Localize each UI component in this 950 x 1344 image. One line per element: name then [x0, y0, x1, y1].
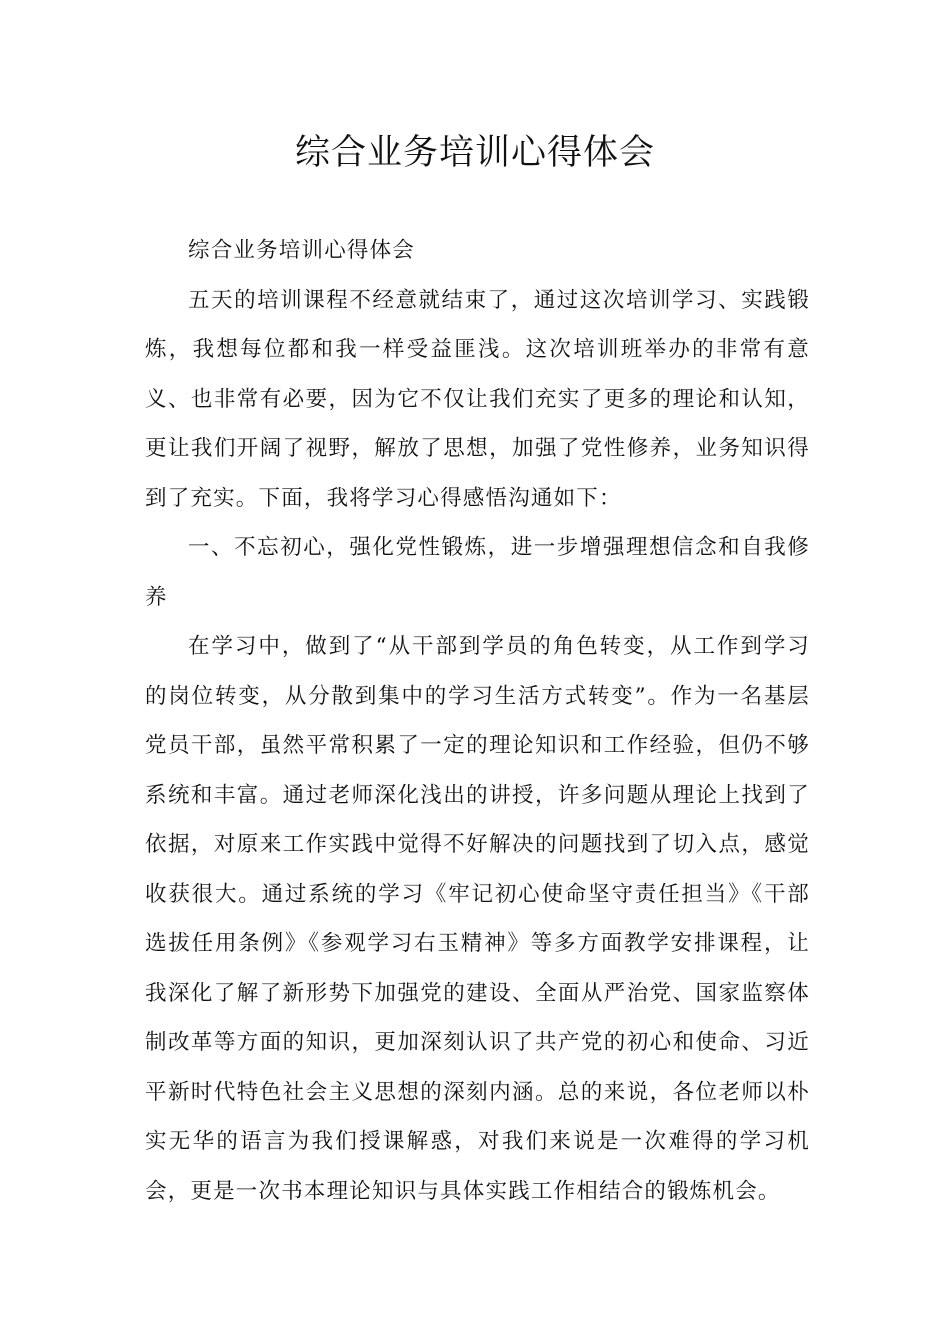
document-body: [145, 226, 810, 1216]
subtitle-paragraph: 综合业务培训心得体会: [188, 238, 416, 263]
document-title: 综合业务培训心得体会: [294, 133, 655, 173]
section-heading: 一、不忘初心，强化党性锻炼，进一步增强理想信念和自我修养: [145, 535, 810, 610]
intro-paragraph: 五天的培训课程不经意就结束了，通过这次培训学习、实践锻炼，我想每位都和我一样受益匪浅。这次培训班举办的非常有意义、也非常有必要，因为它不仅让我们充实了更多的理论和认知，更让我们开阔了视野，解放了思想，加强了党性修养，业务知识得到了充实。下面，我将学习心得感悟沟通如下：: [145, 287, 810, 511]
body-paragraph: 在学习中，做到了“从干部到学员的角色转变，从工作到学习的岗位转变，从分散到集中的学习生活方式转变”。作为一名基层党员干部，虽然平常积累了一定的理论知识和工作经验，但仍不够系统和丰富。通过老师深化浅出的讲授，许多问题从理论上找到了依据，对原来工作实践中觉得不好解决的问题找到了切入点，感觉收获很大。通过系统的学习《牢记初心使命坚守责任担当》《干部选拔任用条例》《参观学习右玉精神》等多方面教学安排课程，让我深化了解了新形势下加强党的建设、全面从严治党、国家监察体制改革等方面的知识，更加深刻认识了共产党的初心和使命、习近平新时代特色社会主义思想的深刻内涵。总的来说，各位老师以朴实无华的语言为我们授课解惑，对我们来说是一次难得的学习机会，更是一次书本理论知识与具体实践工作相结合的锻炼机会。: [145, 634, 810, 1204]
